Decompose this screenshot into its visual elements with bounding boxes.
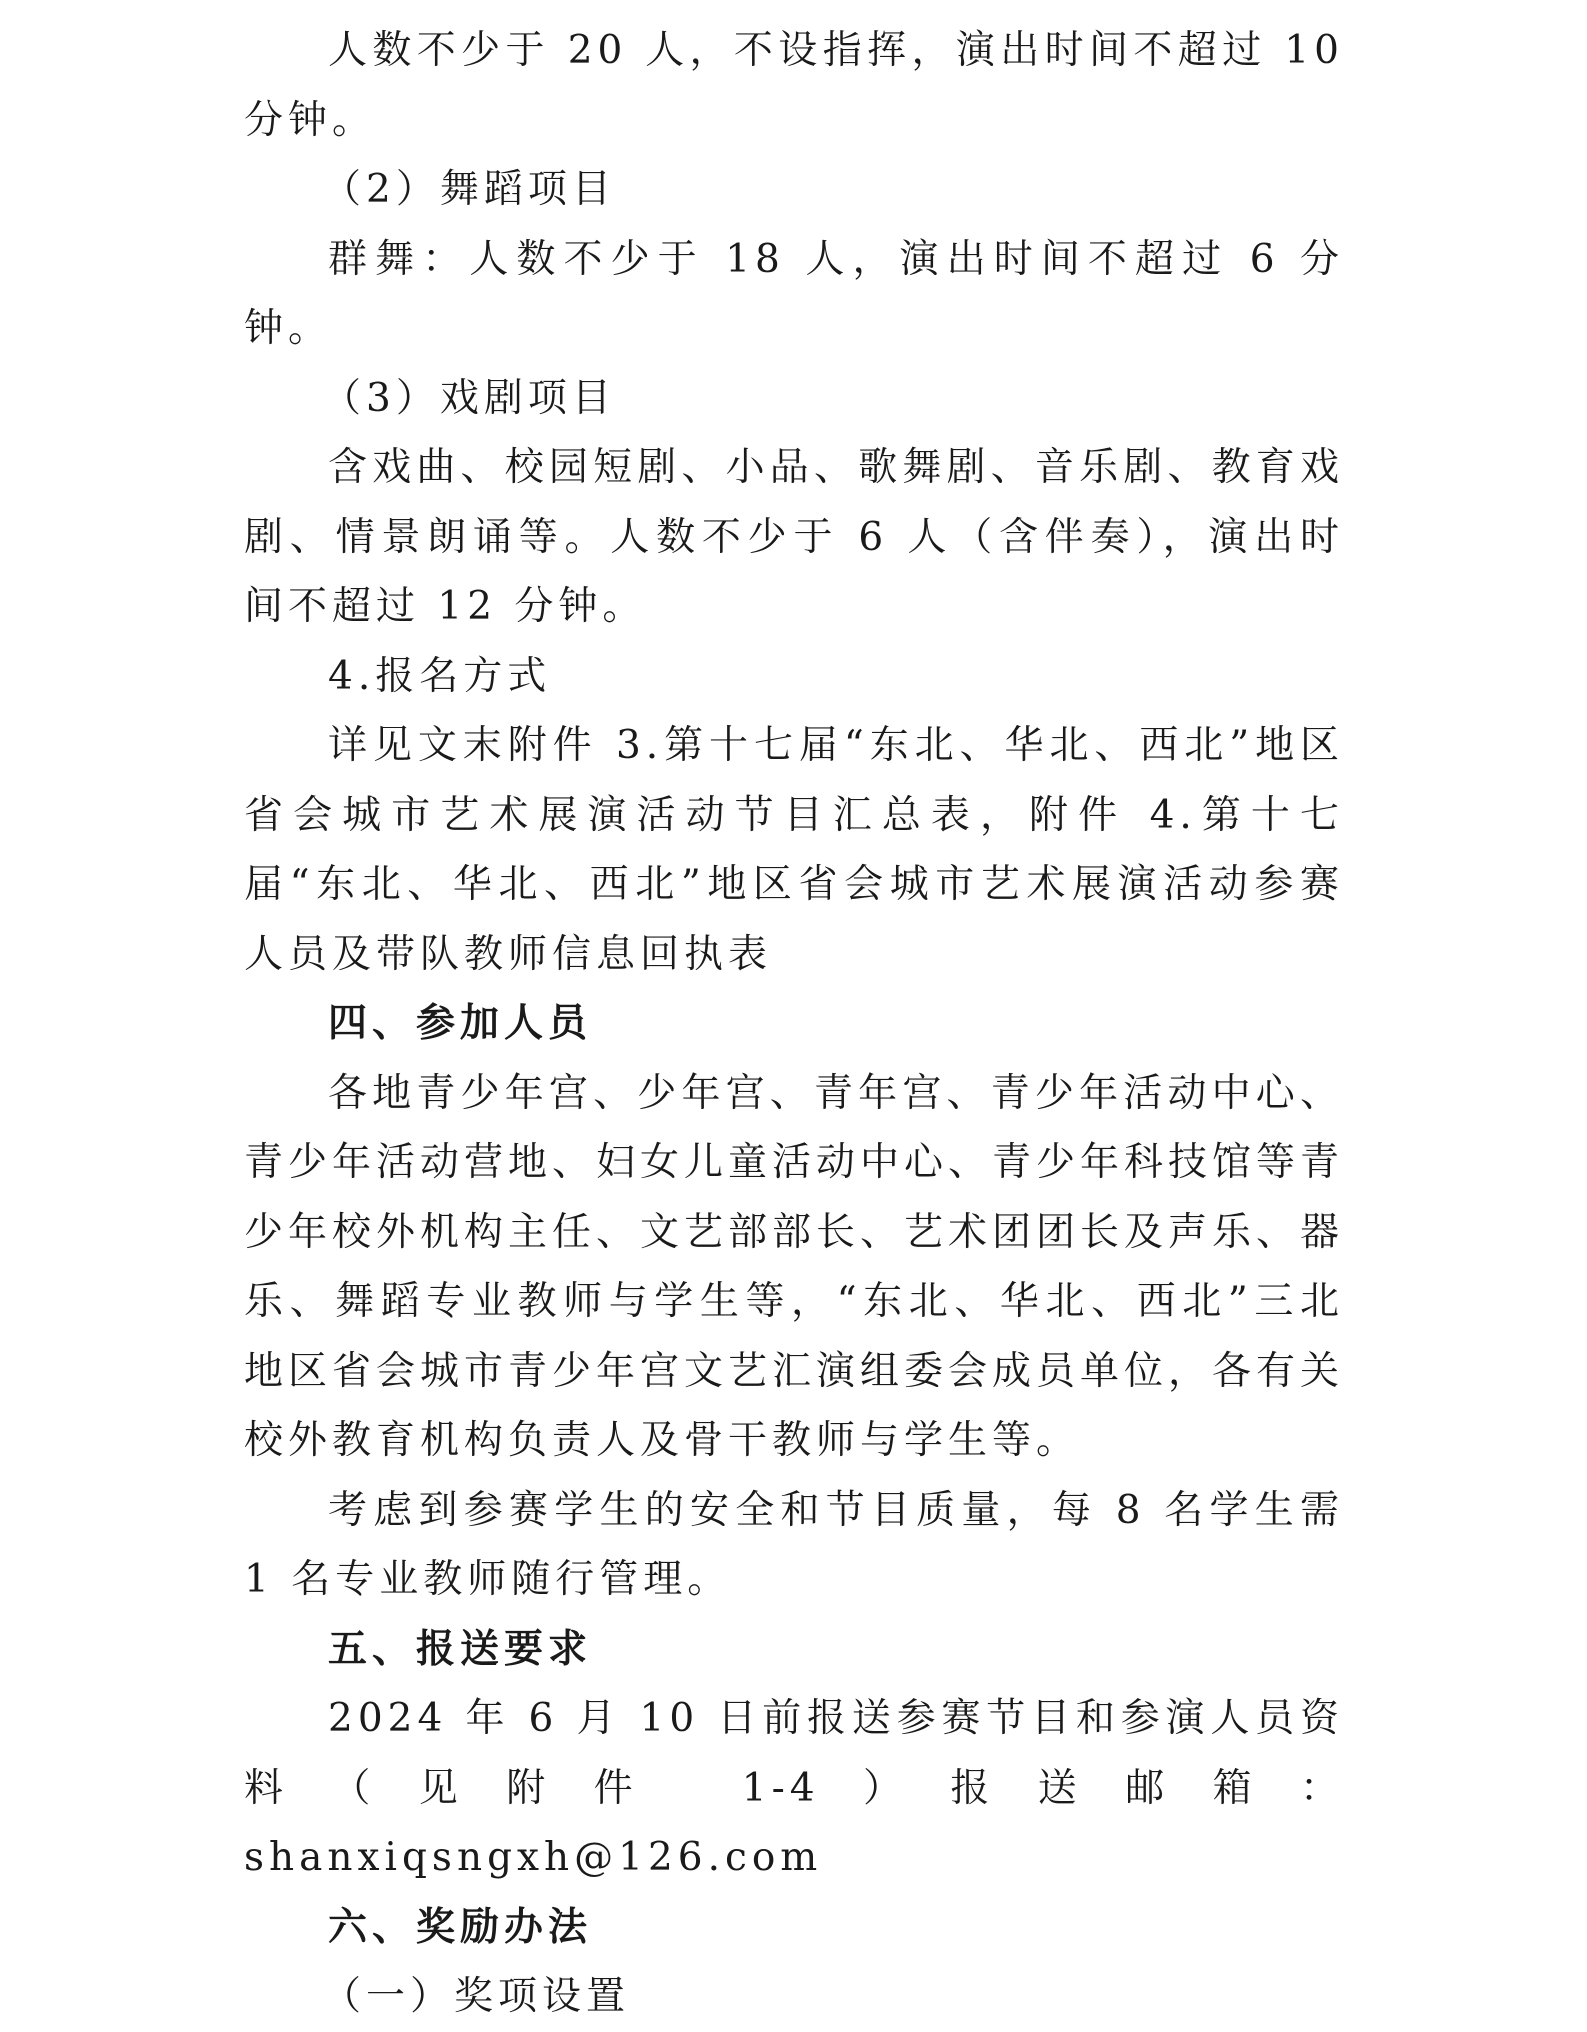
section-heading-participants: 四、参加人员 <box>328 1001 593 1046</box>
subheading-drama-category: （3）戏剧项目 <box>322 375 616 421</box>
subheading-registration-method: 4.报名方式 <box>328 653 552 699</box>
section-heading-submission: 五、报送要求 <box>328 1626 593 1672</box>
paragraph-dance-requirements: 群舞：人数不少于 18 人，演出时间不超过 6 分钟。 <box>244 236 1344 351</box>
subheading-award-categories: （一）奖项设置 <box>322 1974 631 2019</box>
paragraph-registration-details: 详见文末附件 3.第十七届“东北、华北、西北”地区省会城市艺术展演活动节目汇总表，附件 4.第十七届“东北、华北、西北”地区省会城市艺术展演活动参赛人员及带队教师信息回执表 <box>244 723 1344 977</box>
paragraph-choir-requirements: 人数不少于 20 人，不设指挥，演出时间不超过 10 分钟。 <box>244 28 1344 143</box>
paragraph-teacher-ratio: 考虑到参赛学生的安全和节目质量，每 8 名学生需 1 名专业教师随行管理。 <box>244 1487 1344 1602</box>
document-page <box>244 16 1344 2032</box>
section-heading-awards: 六、奖励办法 <box>328 1904 593 1950</box>
subheading-dance-category: （2）舞蹈项目 <box>322 167 616 212</box>
paragraph-drama-requirements: 含戏曲、校园短剧、小品、歌舞剧、音乐剧、教育戏剧、情景朗诵等。人数不少于 6 人（含伴奏），演出时间不超过 12 分钟。 <box>244 445 1344 629</box>
paragraph-submission-details: 2024 年 6 月 10 日前报送参赛节目和参演人员资料（见附件 1-4）报送邮箱：shanxiqsngxh@126.com <box>244 1696 1344 1880</box>
paragraph-participants: 各地青少年宫、少年宫、青年宫、青少年活动中心、青少年活动营地、妇女儿童活动中心、青少年科技馆等青少年校外机构主任、文艺部部长、艺术团团长及声乐、器乐、舞蹈专业教师与学生等，“东北、华北、西北”三北地区省会城市青少年宫文艺汇演组委会成员单位，各有关校外教育机构负责人及骨干教师与学生等。 <box>244 1070 1345 1463</box>
